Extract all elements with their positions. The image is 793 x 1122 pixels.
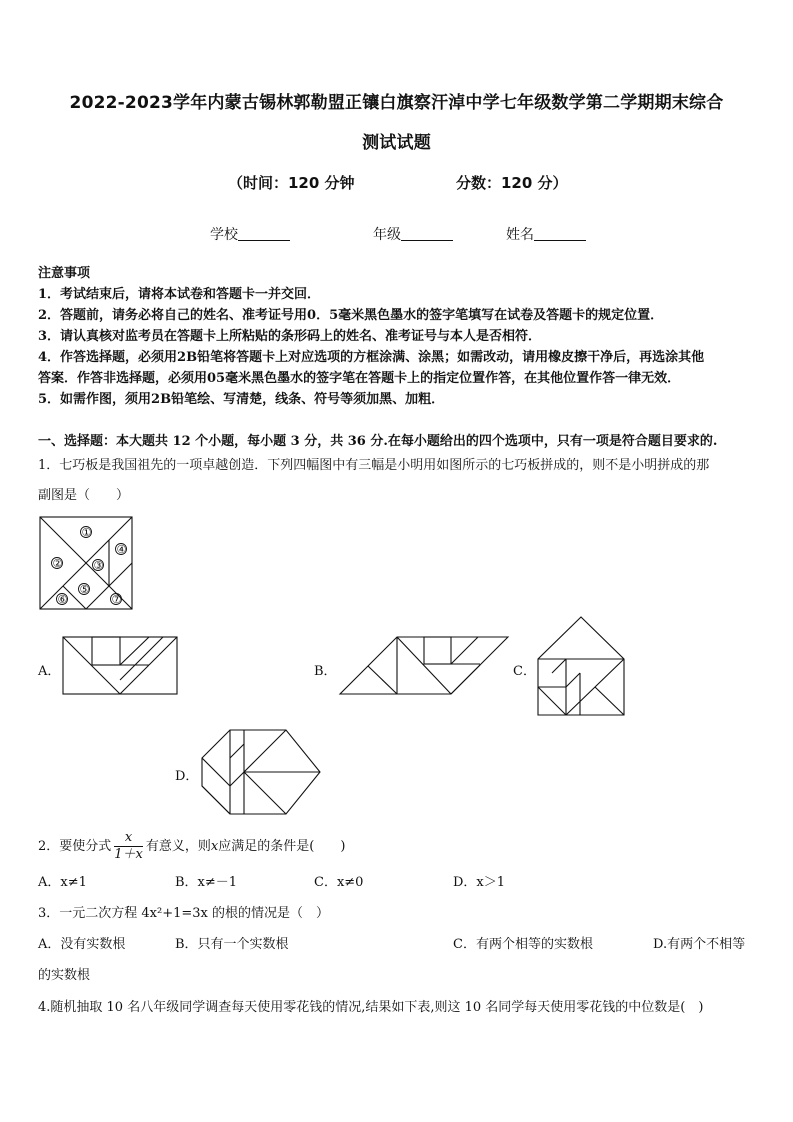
- q3-stem: 3．一元二次方程 4x²+1=3x 的根的情况是（ ）: [38, 906, 330, 921]
- q3-option-c[interactable]: C．有两个相等的实数根: [453, 937, 593, 952]
- q1-stem-line2: 副图是（ ）: [38, 488, 130, 503]
- note-item: 4．作答选择题，必须用2B铅笔将答题卡上对应选项的方框涂满、涂黑；如需改动，请用橡皮擦干净后，再选涂其他: [38, 350, 705, 365]
- q1-option-b-figure[interactable]: [340, 637, 508, 695]
- q1-option-c-label[interactable]: C．: [513, 664, 536, 679]
- name-blank: [534, 226, 586, 241]
- note-item: 3．请认真核对监考员在答题卡上所粘贴的条形码上的姓名、准考证号与本人是否相符．: [38, 329, 542, 344]
- fraction-denominator: 1＋x: [114, 847, 143, 862]
- q2-variable: x: [210, 839, 219, 854]
- note-item: 5．如需作图，须用2B铅笔绘、写清楚，线条、符号等须加黑、加粗．: [38, 392, 445, 407]
- page-title-line2: 测试试题: [362, 133, 431, 153]
- q1-option-b-label[interactable]: B．: [314, 664, 337, 679]
- school-blank: [238, 226, 290, 241]
- q3-option-a[interactable]: A．没有实数根: [38, 937, 126, 952]
- fraction-numerator: x: [114, 830, 143, 847]
- exam-score: 分数：120 分）: [456, 174, 568, 192]
- name-label: 姓名: [506, 227, 534, 243]
- grade-field: [373, 224, 453, 244]
- notes-heading: 注意事项: [38, 266, 91, 281]
- notes-block: [38, 263, 763, 410]
- piece-label: ④: [116, 543, 127, 556]
- exam-time: （时间：120 分钟: [228, 174, 355, 192]
- section-heading: 一、选择题：本大题共 12 个小题，每小题 3 分，共 36 分.在每小题给出的四个选项中，只有一项是符合题目要求的.: [38, 434, 718, 449]
- piece-label: ⑦: [111, 593, 122, 606]
- note-item: 2．答题前，请务必将自己的姓名、准考证号用0．5毫米黑色墨水的签字笔填写在试卷及答题卡的规定位置．: [38, 308, 664, 323]
- grade-label: 年级: [373, 227, 401, 243]
- fraction: [114, 830, 143, 863]
- piece-label: ①: [81, 526, 92, 539]
- q2-prefix: 2．要使分式: [38, 839, 112, 854]
- q3-option-b[interactable]: B．只有一个实数根: [175, 937, 289, 952]
- q1-option-a-figure[interactable]: [63, 637, 177, 695]
- school-label: 学校: [210, 227, 238, 243]
- q2-suffix-b: 应满足的条件是( ): [218, 839, 346, 854]
- school-field: [210, 224, 290, 244]
- note-item: 答案．作答非选择题，必须用05毫米黑色墨水的签字笔在答题卡上的指定位置作答，在其他位置作答一律无效．: [38, 371, 681, 386]
- q2-option-c[interactable]: C．x≠0: [314, 875, 364, 890]
- q1-option-a-label[interactable]: A．: [38, 664, 61, 679]
- piece-label: ②: [52, 557, 63, 570]
- q1-option-d-label[interactable]: D．: [175, 769, 199, 784]
- piece-label: ③: [93, 559, 104, 572]
- q3-option-d[interactable]: D.有两个不相等: [653, 937, 746, 952]
- q3-option-d-continuation: 的实数根: [38, 968, 91, 983]
- name-field: [506, 224, 586, 244]
- q2-option-b[interactable]: B．x≠－1: [175, 875, 238, 890]
- q1-option-d-figure[interactable]: [202, 730, 320, 814]
- q2-option-a[interactable]: A．x≠1: [38, 875, 87, 890]
- piece-label: ⑥: [57, 593, 68, 606]
- piece-label: ⑤: [79, 583, 90, 596]
- grade-blank: [401, 226, 453, 241]
- q1-stem-line1: 1．七巧板是我国祖先的一项卓越创造．下列四幅图中有三幅是小明用如图所示的七巧板拼成的，则不是小明拼成的那: [38, 458, 710, 473]
- tangram-reference-figure: [40, 517, 132, 609]
- q1-option-c-figure[interactable]: [538, 617, 624, 717]
- note-item: 1．考试结束后，请将本试卷和答题卡一并交回．: [38, 287, 321, 302]
- page-title: 2022-2023学年内蒙古锡林郭勒盟正镶白旗察汗淖中学七年级数学第二学期期末综合: [69, 93, 724, 113]
- q2-suffix-a: 有意义，则: [145, 839, 211, 854]
- q2-stem: [38, 830, 763, 863]
- q2-option-d[interactable]: D．x＞1: [453, 875, 506, 890]
- q4-stem: 4.随机抽取 10 名八年级同学调查每天使用零花钱的情况,结果如下表,则这 10 名同学每天使用零花钱的中位数是( ): [38, 1000, 704, 1015]
